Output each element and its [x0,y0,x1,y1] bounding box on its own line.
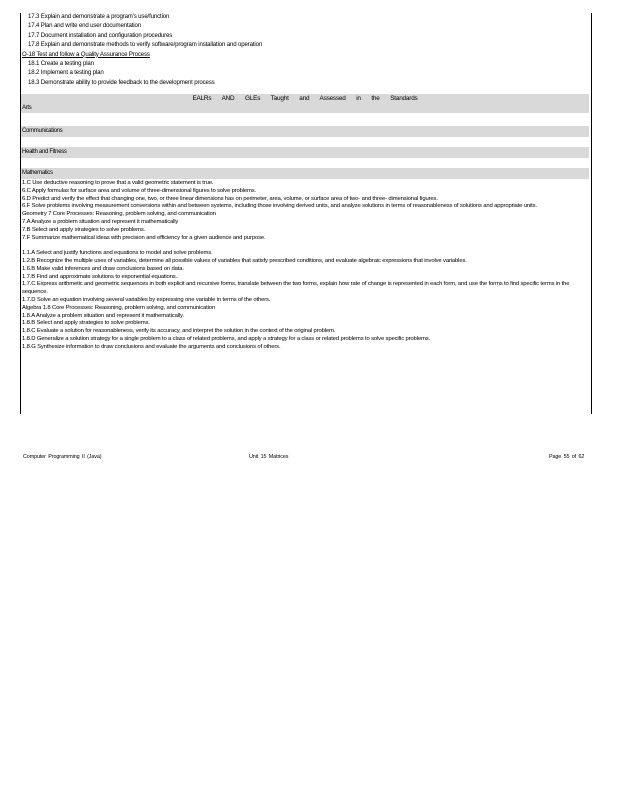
subject-math-label: Mathematics [22,170,53,176]
math-standard-line: 1.7.B Find and approximate solutions to exponential equations. [22,273,178,280]
standards-header-title: EALRs AND GLEs Taught and Assessed in the Standards [192,95,418,102]
performance-task-line: 18.1 Create a testing plan [28,60,94,67]
math-standard-line: 7.A Analyze a problem situation and represent it mathematically [22,218,179,225]
communications-band [21,126,589,137]
math-standard-line: 1.8.A Analyze a problem situation and represent it mathematically. [22,312,184,319]
performance-task-line: 17.8 Explain and demonstrate methods to verify software/program installation and operation [28,41,263,49]
health-fitness-band [21,147,589,158]
performance-task-line: 17.7 Document installation and configuration procedures [28,31,173,39]
math-standard-line: 1.2.B Recognize the multiple uses of variables, determine all possible values of variables that satisfy prescribed conditions, and evaluate algebraic expressions that involve variables. [22,257,467,264]
math-standard-line: 7.B Select and apply strategies to solve problems. [22,226,146,233]
math-standard-line: 1.7.C Express arithmetic and geometric sequences in both explicit and recursive forms, translate between the two forms, explain how rate of change is represented in each form, and use the forms to find specific terms in the sequence. [22,281,570,296]
mathematics-band [21,168,589,179]
math-standard-line: 6.D Predict and verify the effect that changing one, two, or three linear dimensions has on perimeter, area, volume, or surface area of two- and three- dimensional figures. [22,195,438,202]
math-standard-line: 7.F Summarize mathematical ideas with precision and efficiency for a given audience and purpose. [22,234,266,241]
math-standard-line: 1.7.D Solve an equation involving several variables by expressing one variable in terms of the others. [22,296,271,303]
math-standard-line: Geometry 7 Core Processes: Reasoning, problem solving, and communication [22,211,216,218]
footer-page-number: Page 55 of 62 [549,454,585,460]
math-standard-line: 1.8.G Synthesize information to draw conclusions and evaluate the arguments and conclusions of others. [22,343,281,350]
subject-communications-label: Communications [22,128,63,134]
footer-left: Computer Programming II (Java) [23,454,102,460]
performance-task-line: 18.3 Demonstrate ability to provide feedback to the development process [28,78,215,86]
footer-center: Unit 15 Matrices [249,454,289,460]
performance-task-line: O-18 Test and follow a Quality Assurance Process [22,50,150,58]
performance-task-line: 18.2 Implement a testing plan [28,69,104,77]
math-standard-line: 6.F Solve problems involving measurement conversions within and between systems, including those involving derived units, and analyze solutions in terms of reasonableness of solutions and appropriate units. [22,203,537,210]
math-standard-line: 1.8.B Select and apply strategies to solve problems. [22,320,150,327]
math-standard-line: 6.C Apply formulas for surface area and volume of three-dimensional figures to solve problems. [22,187,257,194]
subject-arts-label: Arts [22,105,32,111]
math-standards-list [22,180,588,352]
math-standard-line: 1.8.C Evaluate a solution for reasonableness, verify its accuracy, and interpret the solution in the context of the original problem. [22,328,336,335]
math-standard-line: Algebra 1.8 Core Processes: Reasoning, problem solving, and communication [22,304,216,311]
math-standard-line: 1.C Use deductive reasoning to prove that a valid geometric statement is true. [22,180,214,186]
math-standard-line: 1.1.A Select and justify functions and equations to model and solve problems. [22,250,213,257]
math-standard-line: 1.6.B Make valid inferences and draw conclusions based on data. [22,265,184,272]
subject-health-label: Health and Fitness [22,149,67,155]
math-standard-line [22,242,588,250]
performance-task-line: 17.3 Explain and demonstrate a program's use/function [28,13,170,20]
performance-task-line: 17.4 Plan and write end user documentation [28,22,141,30]
standards-header-band [21,94,589,113]
math-standard-line: 1.8.D Generalize a solution strategy for a single problem to a class of related problems, and apply a strategy for a class or related problems to solve specific problems. [22,335,431,342]
